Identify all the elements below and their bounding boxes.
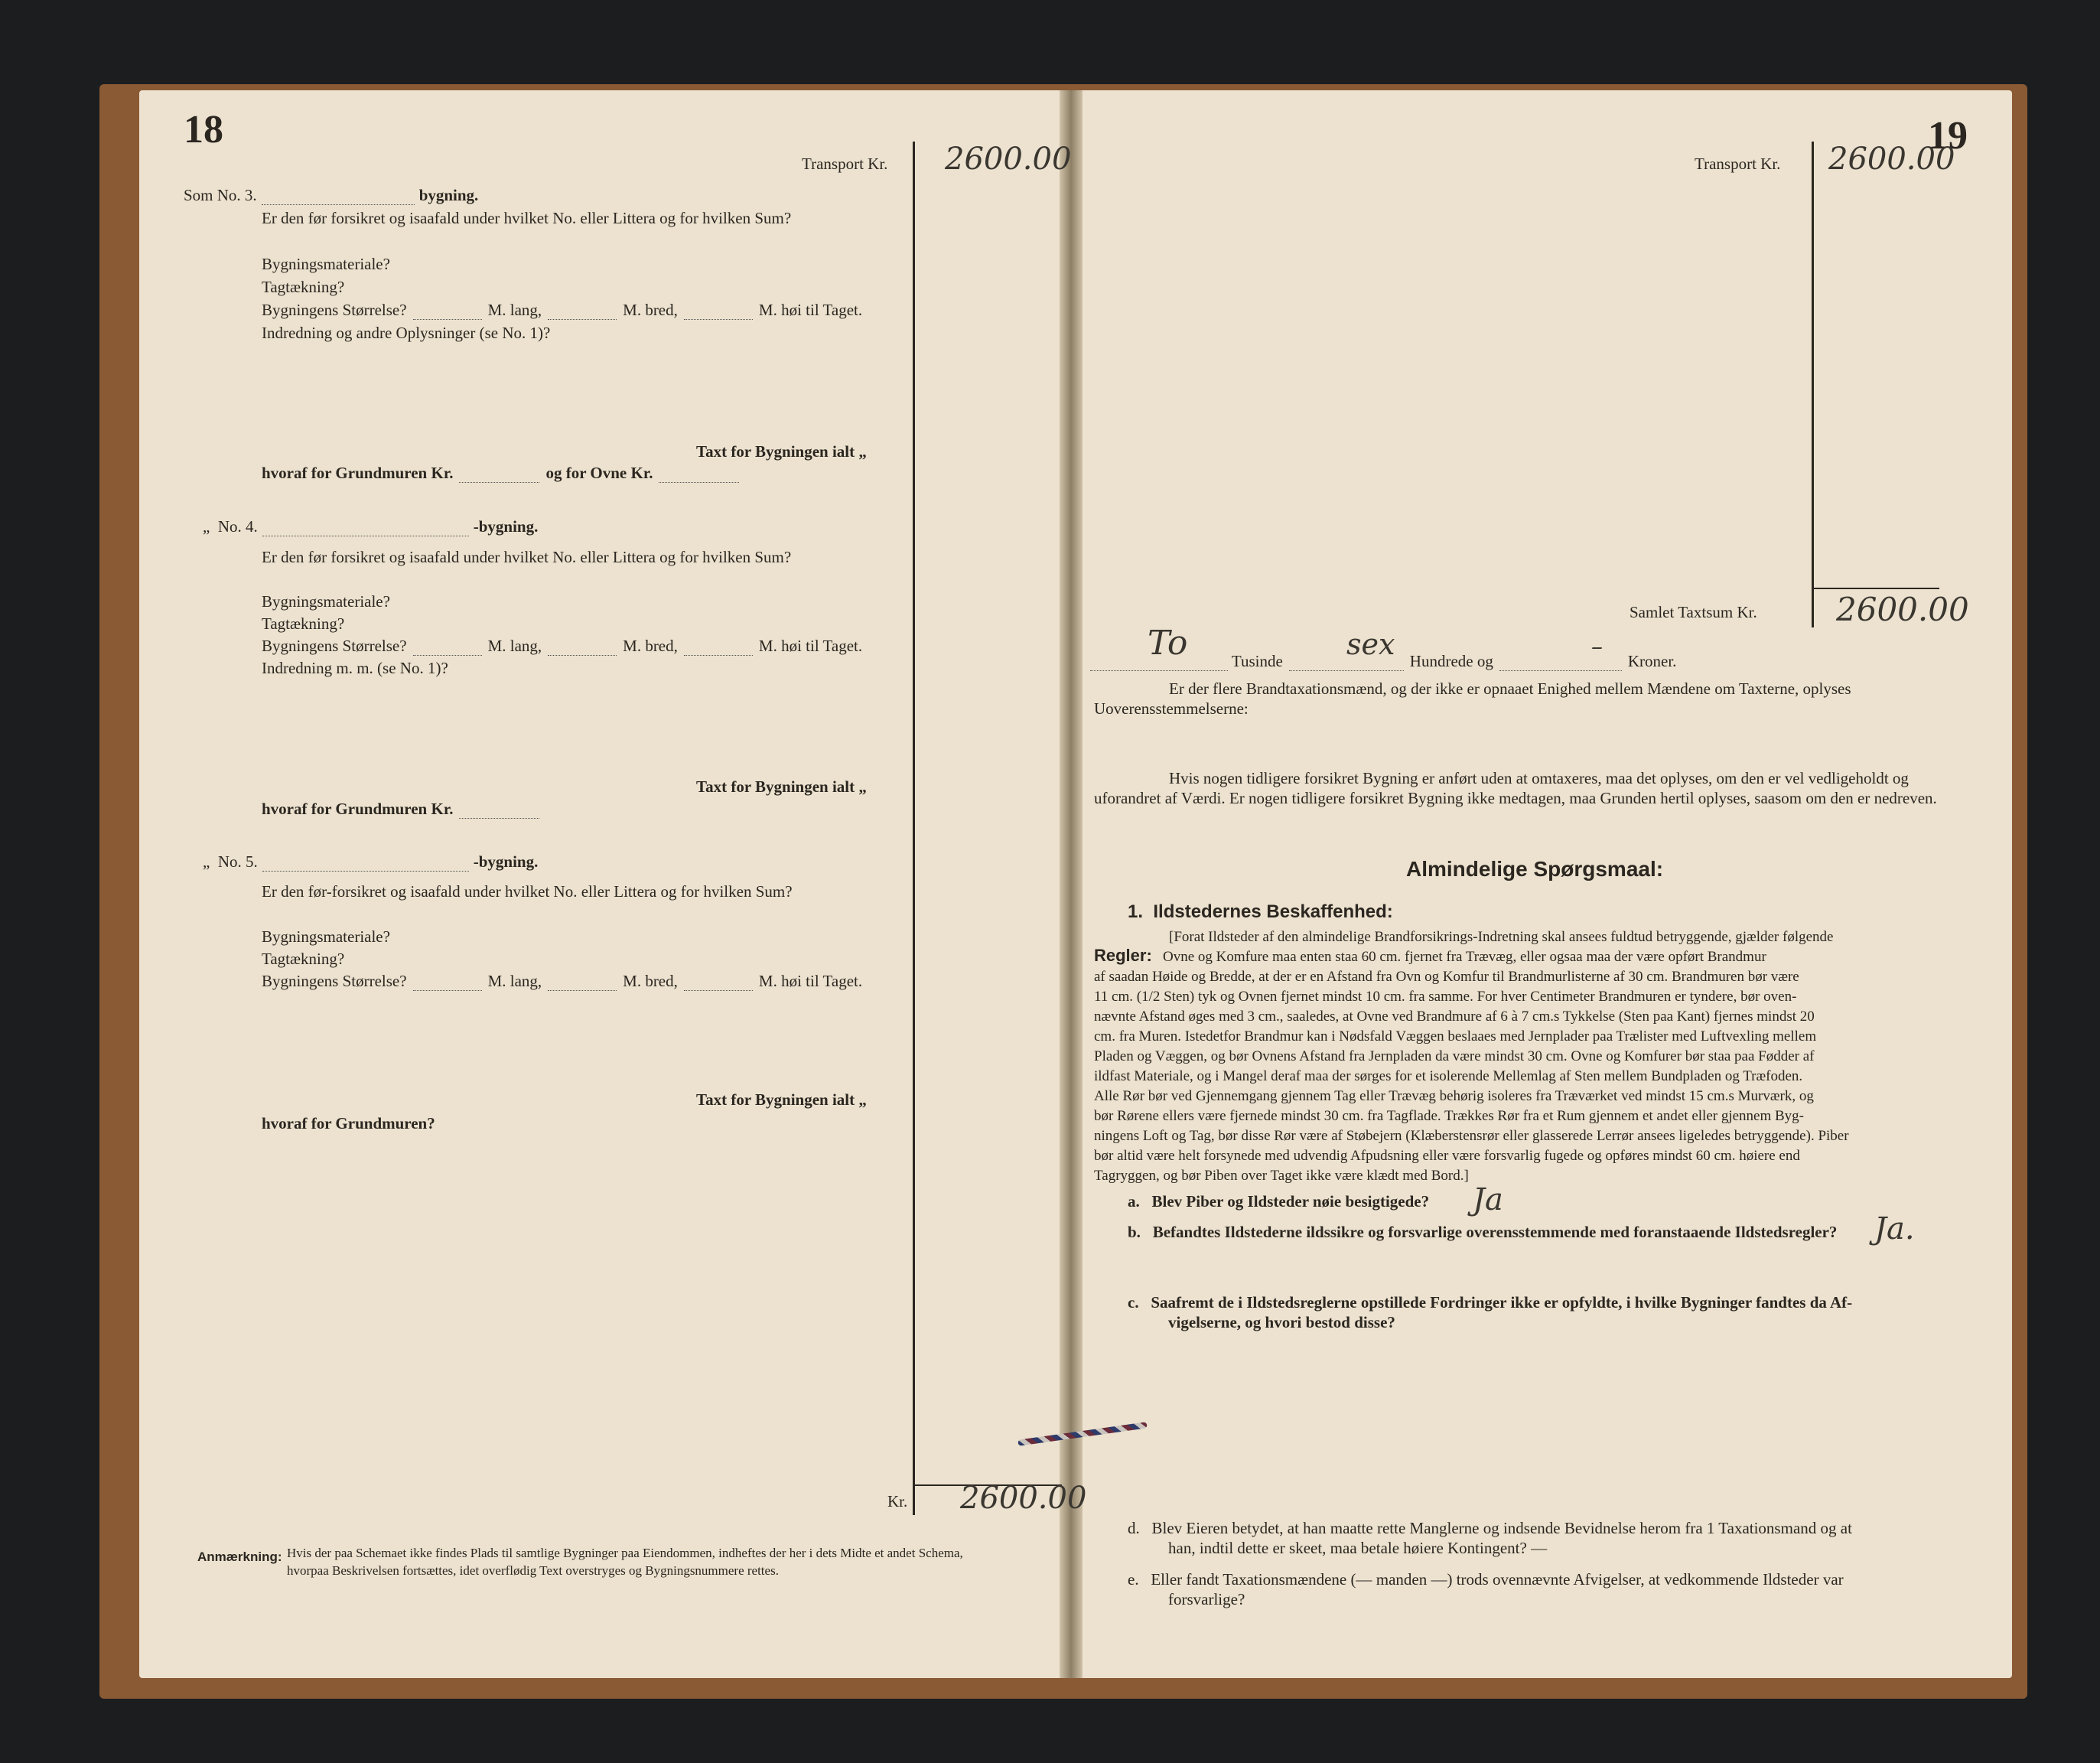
amount-column-rule-left [913,142,915,1515]
transport-label-right: Transport Kr. [1695,155,1781,173]
question-d-line-1: d. Blev Eieren betydet, at han maatte rette Manglerne og indsende Bevidnelse herom fra 1 Taxationsmand og at [1128,1519,1852,1537]
answer-a: Ja [1473,1182,1503,1217]
question-c-line-2: vigelserne, og hvori bestod disse? [1168,1313,1395,1331]
amount-column-rule-right [1812,142,1814,627]
section-4-material: Bygningsmateriale? [262,592,390,611]
flere-line-2: Uoverensstemmelserne: [1094,699,1249,718]
total-kr-label: Kr. [887,1492,908,1510]
section-3-interior: Indredning og andre Oplysninger (se No. 1)? [262,324,551,342]
section-4-roof: Tagtækning? [262,614,345,633]
section-4-interior: Indredning m. m. (se No. 1)? [262,659,448,677]
section-3-roof: Tagtækning? [262,278,345,296]
section-5-question: Er den før-forsikret og isaafald under hvilket No. eller Littera og for hvilken Sum? [262,882,793,901]
section-5-title: „ No. 5. -bygning. [203,852,539,871]
rules-line-9: bør Rørene ellers være fjernede mindst 30 cm. fra Tagflade. Trækkes Rør fra et Rum gjennem et andet eller gjennem Byg- [1094,1108,1805,1124]
samlet-rule [1813,588,1939,589]
section-3-material: Bygningsmateriale? [262,255,390,273]
rules-line-3: 11 cm. (1/2 Sten) tyk og Ovnen fjernet mindst 10 cm. fra samme. For hver Centimeter Brandmuren er tyndere, bør oven- [1094,989,1797,1005]
rules-line-4: nævnte Afstand øges med 3 cm., saaledes, at Ovne ved Brandmure af 6 à 7 cm.s Tykkelse (Sten paa Kant) fjernes mindst 20 [1094,1009,1815,1025]
words-hundred: sex [1346,627,1395,661]
book-gutter [1060,90,1083,1678]
rules-line-2: af saadan Høide og Bredde, at der er en Afstand fra Ovn og Komfur til Brandmurlisterne af 30 cm. Brandmuren bør være [1094,969,1799,985]
section-4-size: Bygningens Størrelse? M. lang, M. bred, M. høi til Taget. [262,637,863,655]
section-5-roof: Tagtækning? [262,950,345,968]
section-3-taxt: Taxt for Bygningen ialt „ [696,442,867,461]
answer-b: Ja. [1874,1211,1915,1246]
rules-line-1: Ovne og Komfure maa enten staa 60 cm. fjernet fra Trævæg, eller ogsaa maa der være opført Brandmur [1163,949,1766,965]
question-d-line-2: han, indtil dette er skeet, maa betale høiere Kontingent? — [1168,1539,1548,1557]
section-3-question: Er den før forsikret og isaafald under hvilket No. eller Littera og for hvilken Sum? [262,209,792,227]
rules-line-7: ildfast Materiale, og i Mangel deraf maa der sørges for et isolerende Mellemlag af Sten mellem Bundpladen og Træfoden. [1094,1068,1803,1084]
section-3-title: Som No. 3. bygning. [184,186,479,204]
rules-line-6: Pladen og Væggen, og bør Ovnens Afstand fra Jernpladen da være mindst 30 cm. Ovne og Komfurer bør staa paa Fødder af [1094,1048,1815,1064]
page-number-left: 18 [184,108,223,152]
section-3-size: Bygningens Størrelse? M. lang, M. bred, M. høi til Taget. [262,301,863,319]
rules-line-0: [Forat Ildsteder af den almindelige Brandforsikrings-Indretning skal ansees fuldtud betryggende, gjælder følgende [1169,929,1834,945]
regler-label: Regler: [1094,946,1152,965]
amount-in-words: Tusinde Hundrede og Kroner. [1090,652,1676,671]
words-thousand: To [1148,624,1188,663]
samlet-label: Samlet Taxtsum Kr. [1630,603,1757,621]
general-questions-heading: Almindelige Spørgsmaal: [1406,857,1664,881]
question-c-line-1: c. Saafremt de i Ildstedsreglerne opstillede Fordringer ikke er opfyldte, i hvilke Bygninger fandtes da Af- [1128,1293,1853,1312]
samlet-amount: 2600.00 [1836,591,1969,628]
page-number-right: 19 [1928,114,1968,158]
rules-line-8: Alle Rør bør ved Gjennemgang gjennem Tag eller Trævæg behørig isoleres fra Træværket ved mindst 15 cm.s Murværk, og [1094,1088,1814,1104]
rules-line-5: cm. fra Muren. Istedetfor Brandmur kan i Nødsfald Væggen beslaaes med Jernplader paa Trælister med Luftvexling mellem [1094,1028,1817,1044]
hvis-line-2: uforandret af Værdi. Er nogen tidligere forsikret Bygning ikke medtagen, maa Grunden hertil oplyses, saasom om den er nedreven. [1094,789,1937,807]
section-4-hvoraf: hvoraf for Grundmuren Kr. [262,800,539,819]
transport-amount-left: 2600.00 [945,142,1072,177]
note-line-2: hvorpaa Beskrivelsen fortsættes, idet overflødig Text overstryges og Bygningsnummere rettes. [287,1563,779,1578]
question-e-line-1: e. Eller fandt Taxationsmændene (— manden —) trods ovennævnte Afvigelser, at vedkommende Ildsteder var [1128,1570,1844,1589]
hvis-line-1: Hvis nogen tidligere forsikret Bygning er anført uden at omtaxeres, maa det oplyses, om den er vel vedligeholdt og [1169,769,1909,787]
transport-amount-right: 2600.00 [1828,142,1955,177]
total-amount-left: 2600.00 [960,1481,1087,1516]
right-page [1071,90,2012,1678]
section-5-size: Bygningens Størrelse? M. lang, M. bred, M. høi til Taget. [262,972,863,990]
section-4-question: Er den før forsikret og isaafald under hvilket No. eller Littera og for hvilken Sum? [262,548,792,566]
section-4-title: „ No. 4. -bygning. [203,517,539,536]
rules-line-12: Tagryggen, og bør Piben over Taget ikke være klædt med Bord.] [1094,1168,1469,1184]
note-label: Anmærkning: [197,1550,282,1564]
section-5-material: Bygningsmateriale? [262,927,390,946]
question-e-line-2: forsvarlige? [1168,1590,1245,1608]
rules-line-11: bør altid være helt forsynede med udvendig Afpudsning eller være forsvarlig fugede og opføres mindst 60 cm. høiere end [1094,1148,1800,1164]
rules-line-10: ningens Loft og Tag, bør disse Rør være af Støbejern (Klæberstensrør eller glasserede Lerrør ansees ligeledes betryggende). Piber [1094,1128,1849,1144]
section-5-taxt: Taxt for Bygningen ialt „ [696,1090,867,1109]
section-4-taxt: Taxt for Bygningen ialt „ [696,777,867,796]
section-3-hvoraf: hvoraf for Grundmuren Kr. og for Ovne Kr. [262,464,739,483]
question-b: b. Befandtes Ildstederne ildssikre og forsvarlige overensstemmende med foranstaaende Ildstedsregler? [1128,1223,1838,1241]
transport-label-left: Transport Kr. [802,155,888,173]
section-1-heading: 1. Ildstedernes Beskaffenhed: [1128,901,1393,922]
question-a: a. Blev Piber og Ildsteder nøie besigtigede? [1128,1192,1430,1211]
words-rest: – [1591,634,1603,660]
flere-line-1: Er der flere Brandtaxationsmænd, og der ikke er opnaaet Enighed mellem Mændene om Taxterne, oplyses [1169,679,1851,698]
section-5-hvoraf: hvoraf for Grundmuren? [262,1114,435,1132]
note-line-1: Hvis der paa Schemaet ikke findes Plads til samtlige Bygninger paa Eiendommen, indheftes der her i dets Midte et andet Schema, [287,1546,963,1560]
